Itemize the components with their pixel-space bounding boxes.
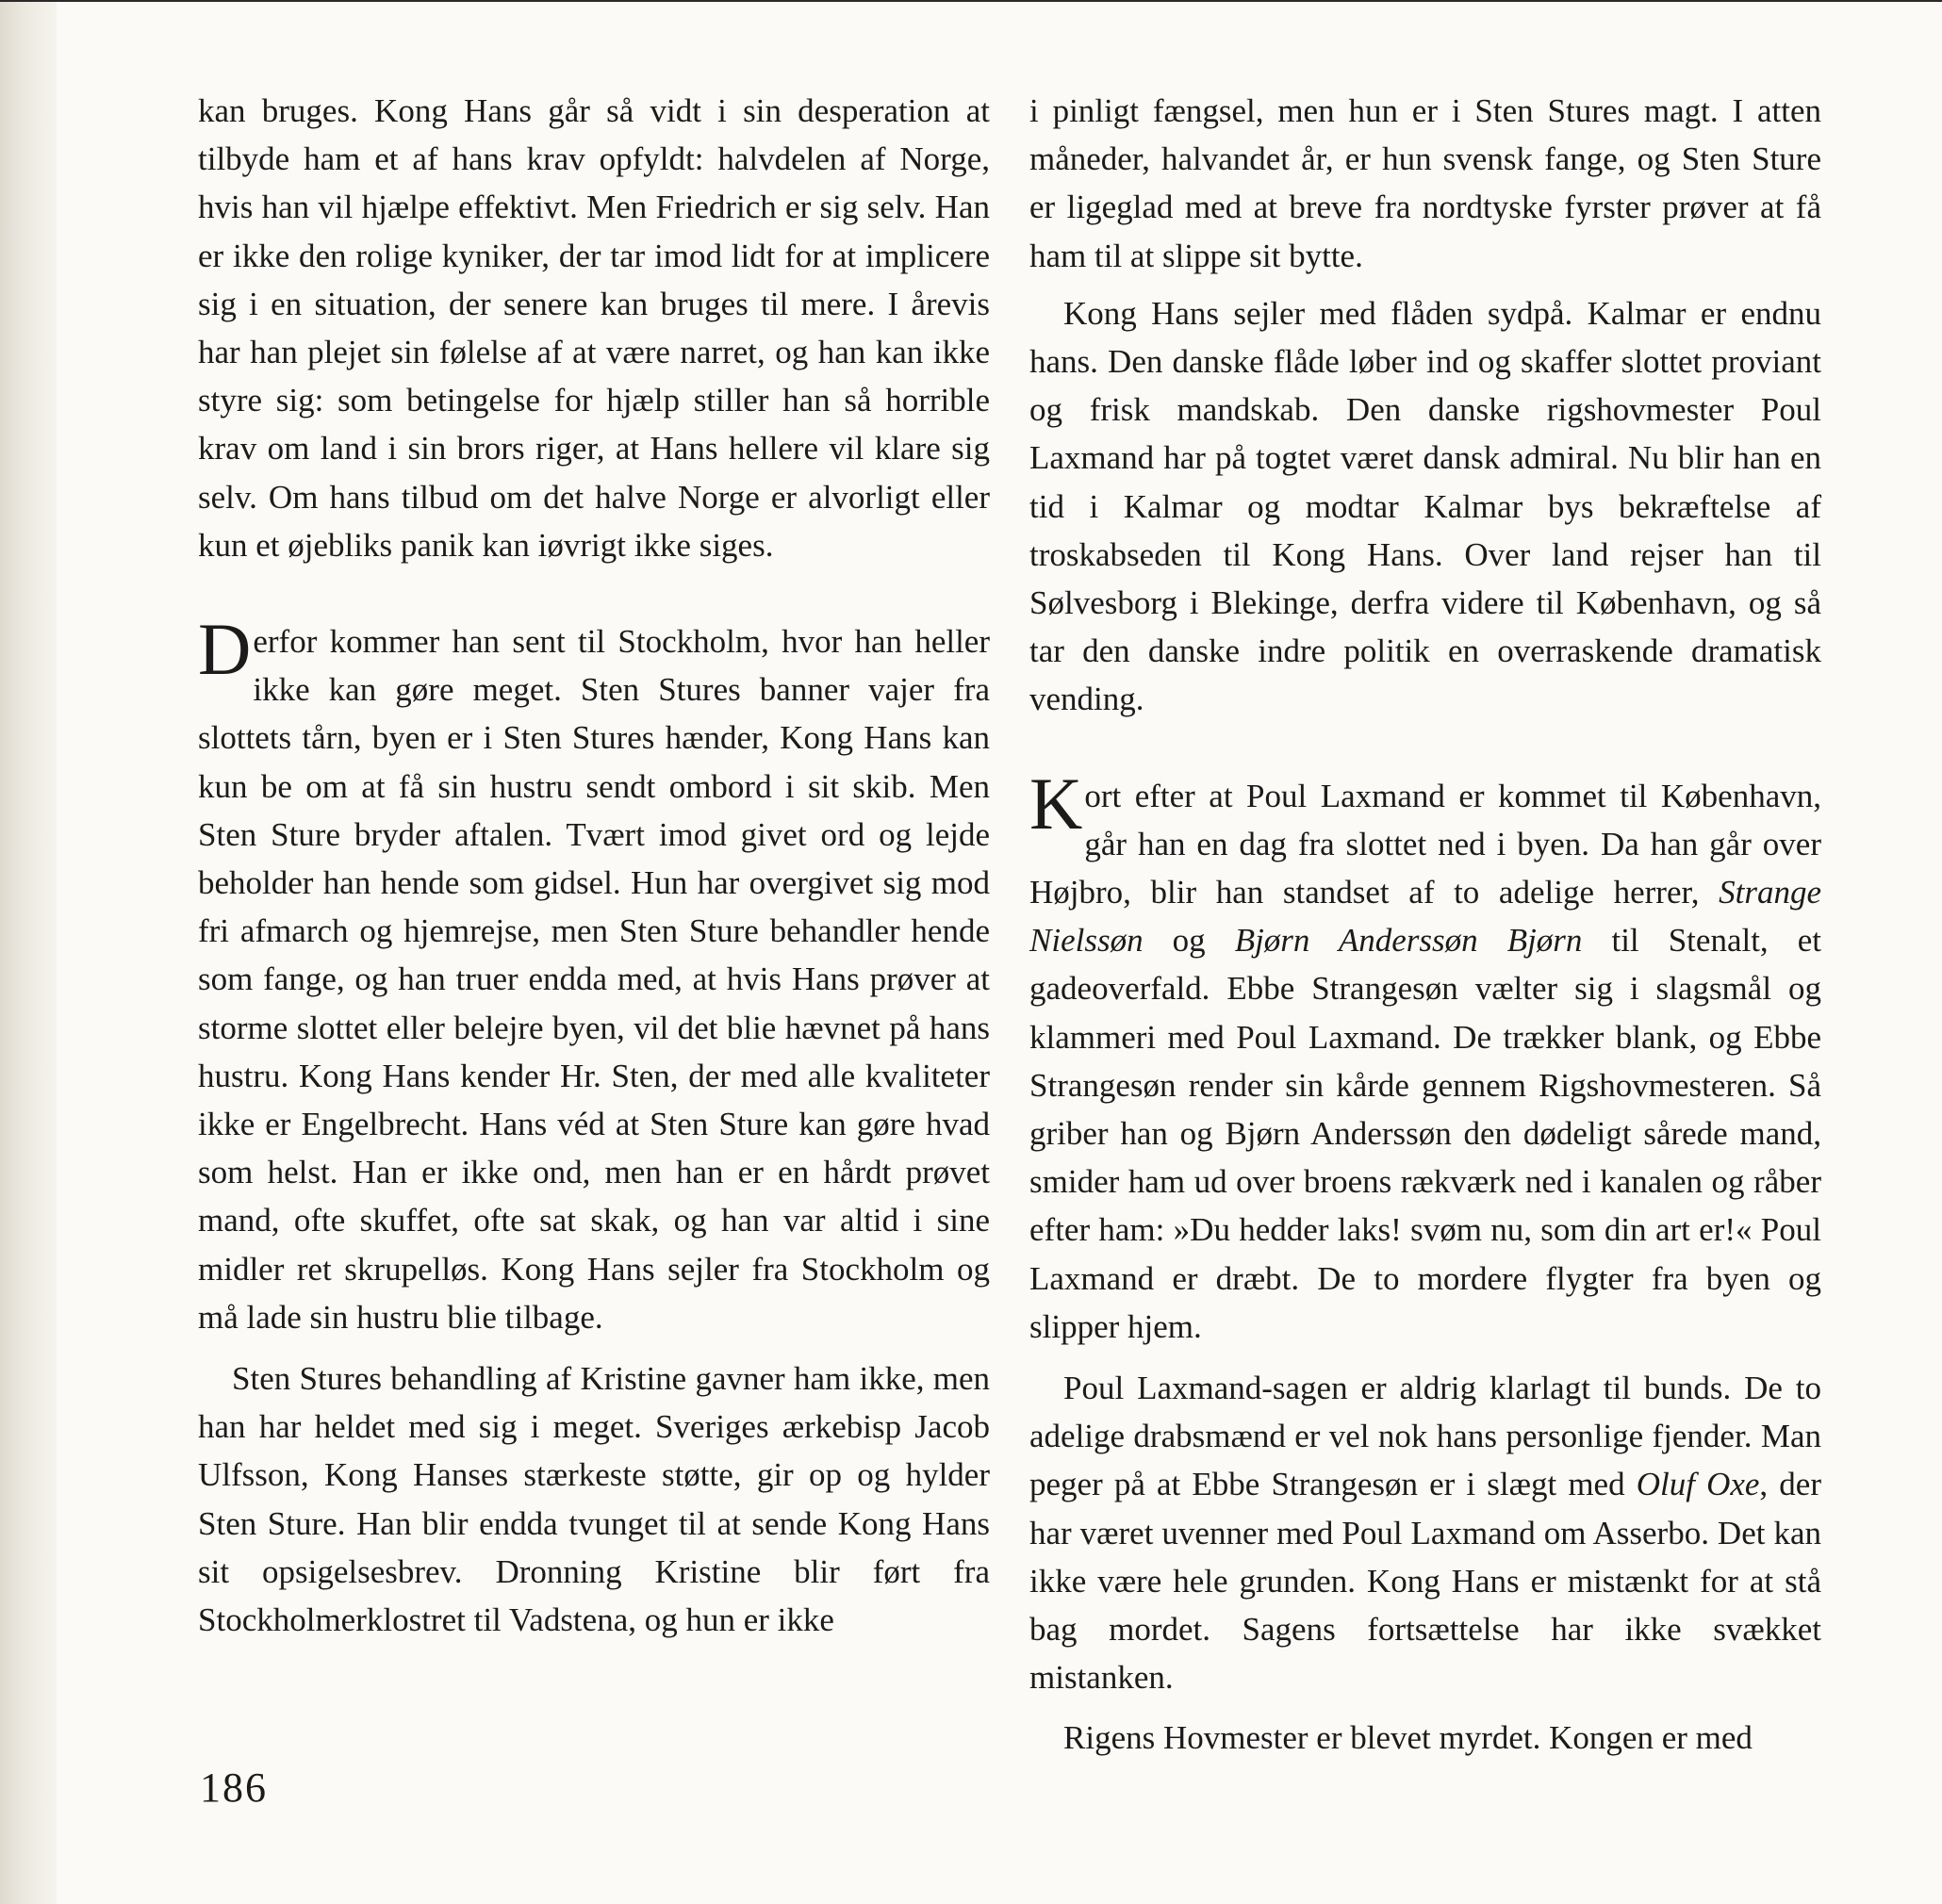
paragraph-with-dropcap — [198, 608, 990, 1341]
text-run: Kong Hans sejler med flåden sydpå. Kalmar er endnu hans. Den danske flåde løber ind og skaffer slottet proviant og frisk mandskab. Den danske rigshovmester Poul Laxmand har på togtet været dansk admiral. Nu blir han en tid i Kalmar og modtar Kalmar bys bekræftelse af troskabseden til Kong Hans. Over land rejser han til Sølvesborg i Blekinge, derfra videre til København, og så tar den danske indre politik en overraskende dramatisk vending. — [1029, 294, 1821, 718]
paragraph — [1029, 1714, 1821, 1762]
text-run: Sten Stures behandling af Kristine gavner ham ikke, men han har heldet med sig i meget. Sveriges ærkebisp Jacob Ulfsson, Kong Hanses stærkeste støtte, gir op og hylder Sten Sture. Han blir endda tvunget til at sende Kong Hans sit opsigelsesbrev. Dronning Kristine blir ført fra Stockholmerklostret til Vadstena, og hun er ikke — [198, 1360, 990, 1639]
paragraph — [1029, 87, 1821, 280]
paragraph — [198, 1354, 990, 1644]
text-run: og — [1143, 922, 1235, 960]
text-run: erfor kommer han sent til Stockholm, hvor han heller ikke kan gøre meget. Sten Stures banner vajer fra slottets tårn, byen er i Sten Stures hænder, Kong Hans kan kun be om at få sin hustru sendt ombord i sit skib. Men Sten Sture bryder aftalen. Tvært imod givet ord og lejde beholder han hende som gidsel. Hun har overgivet sig mod fri afmarch og hjemrejse, men Sten Sture behandler hende som fange, og han truer endda med, at hvis Hans prøver at storme slottet eller belejre byen, vil det blie hævnet på hans hustru. Kong Hans kender Hr. Sten, der med alle kvaliteter ikke er Engelbrecht. Hans véd at Sten Sture kan gøre hvad som helst. Han er ikke ond, men han er en hårdt prøvet mand, ofte skuffet, ofte sat skak, og han var altid i sine midler ret skrupelløs. Kong Hans sejler fra Stockholm og må lade sin hustru blie tilbage. — [198, 623, 990, 1336]
book-spine-shadow — [0, 0, 57, 1904]
text-run: , der har været uvenner med Poul Laxmand om Asserbo. Det kan ikke være hele grunden. Kong Hans er mistænkt for at stå bag mordet. Sagens fortsættelse har ikke svækket mistanken. — [1029, 1466, 1821, 1697]
text-run: kan bruges. Kong Hans går så vidt i sin desperation at tilbyde ham et af hans krav opfyldt: halvdelen af Norge, hvis han vil hjælpe effektivt. Men Friedrich er sig selv. Han er ikke den rolige kyniker, der tar imod lidt for at implicere sig i en situation, der senere kan bruges til mere. I årevis har han plejet sin følelse af at være narret, og han kan ikke styre sig: som betingelse for hjælp stiller han så horrible krav om land i sin brors riger, at Hans hellere vil klare sig selv. Om hans tilbud om det halve Norge er alvorligt eller kun et øjebliks panik kan iøvrigt ikke siges. — [198, 92, 990, 564]
italic-name: Strange Nielssøn — [1029, 874, 1821, 960]
text-run: Rigens Hovmester er blevet myrdet. Kongen er med — [1063, 1718, 1753, 1756]
paragraph-with-dropcap — [1029, 762, 1821, 1351]
text-run: ort efter at Poul Laxmand er kommet til København, går han en dag fra slottet ned i byen. Da han går over Højbro, blir han standset af to adelige herrer, — [1029, 777, 1821, 911]
page-top-edge — [0, 0, 1942, 2]
italic-name: Oluf Oxe — [1636, 1466, 1760, 1503]
right-text-column — [1029, 87, 1821, 1762]
left-text-column — [198, 87, 990, 1644]
drop-cap: K — [1029, 762, 1083, 845]
drop-cap: D — [198, 608, 252, 691]
text-run: i pinligt fængsel, men hun er i Sten Stures magt. I atten måneder, halvandet år, er hun svensk fange, og Sten Sture er ligeglad med at breve fra nordtyske fyrster prøver at få ham til at slippe sit bytte. — [1029, 92, 1821, 274]
paragraph — [1029, 1364, 1821, 1701]
page-number: 186 — [200, 1764, 268, 1811]
paragraph-body — [1029, 762, 1821, 1345]
paragraph — [1029, 289, 1821, 724]
paragraph — [198, 87, 990, 569]
paragraph-body — [198, 608, 990, 1336]
text-run: til Stenalt, et gadeoverfald. Ebbe Strangesøn vælter sig i slagsmål og klammeri med Poul Laxmand. De trækker blank, og Ebbe Strangesøn render sin kårde gennem Rigshovmesteren. Så griber han og Bjørn Anderssøn den dødeligt sårede mand, smider ham ud over broens rækværk ned i kanalen og råber efter ham: »Du hedder laks! svøm nu, som din art er!« Poul Laxmand er dræbt. De to mordere flygter fra byen og slipper hjem. — [1029, 922, 1821, 1345]
text-run: Poul Laxmand-sagen er aldrig klarlagt til bunds. De to adelige drabsmænd er vel nok hans personlige fjender. Man peger på at Ebbe Strangesøn er i slægt med — [1029, 1370, 1821, 1503]
italic-name: Bjørn Anderssøn Bjørn — [1234, 922, 1583, 960]
